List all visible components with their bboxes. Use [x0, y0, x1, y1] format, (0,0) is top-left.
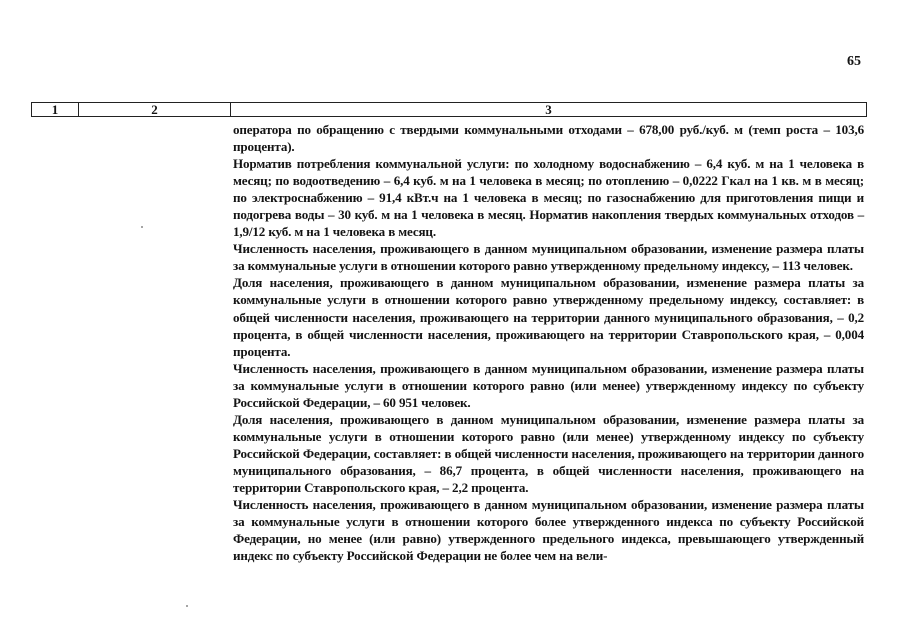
paragraph-population-above-index: Численность населения, проживающего в данном муниципальном образовании, изменение размера платы за коммунальные услуги в отношении которого более утвержденного индекса по субъекту Российской Федерации, но менее (или равно) утвержденного предельного индекса, превышающего утвержденный индекс по субъекту Российской Федерации не более чем на вели- [233, 497, 864, 564]
page-number: 65 [847, 54, 861, 69]
scan-speck [141, 226, 143, 228]
paragraph-share-below-index: Доля населения, проживающего в данном муниципальном образовании, изменение размера платы за коммунальные услуги в отношении которого равно (или менее) утвержденному индексу по субъекту Российской Федерации, составляет: в общей численности населения, проживающего на территории данного муниципального образования, – 86,7 процента, в общей численности населения, проживающего на территории Ставропольского края, – 2,2 процента. [233, 411, 864, 495]
header-cell-1: 1 [32, 103, 79, 116]
paragraph-consumption-norms: Норматив потребления коммунальной услуги: по холодному водоснабжению – 6,4 куб. м на 1 человека в месяц; по водоотведению – 6,4 куб. м на 1 человека в месяц; по отоплению – 0,0222 Гкал на 1 кв. м в месяц; по электроснабжению – 91,4 кВт.ч на 1 человека в месяц; по газоснабжению для приготовления пищи и подогрева воды – 30 куб. м на 1 человека в месяц. Норматив накопления твердых коммунальных отходов – 1,9/12 куб. м на 1 человека в месяц. [233, 156, 864, 240]
paragraph-operator-tariff: оператора по обращению с твердыми коммунальными отходами – 678,00 руб./куб. м (темп роста – 103,6 процента). [233, 122, 864, 155]
header-cell-2: 2 [79, 103, 231, 116]
paragraph-population-equal-limit: Численность населения, проживающего в данном муниципальном образовании, изменение размера платы за коммунальные услуги в отношении которого равно утвержденному предельному индексу, – 113 человек. [233, 241, 864, 274]
header-cell-3: 3 [545, 102, 552, 117]
table-header-row [31, 102, 867, 117]
paragraph-population-below-index: Численность населения, проживающего в данном муниципальном образовании, изменение размера платы за коммунальные услуги в отношении которого равно (или менее) утвержденному индексу по субъекту Российской Федерации, – 60 951 человек. [233, 360, 864, 410]
scan-speck [186, 605, 188, 607]
document-body [233, 121, 864, 564]
paragraph-share-equal-limit: Доля населения, проживающего в данном муниципальном образовании, изменение размера платы за коммунальные услуги в отношении которого равно утвержденному предельному индексу, составляет: в общей численности населения, проживающего на территории данного муниципального образования, – 0,2 процента, в общей численности населения, проживающего на территории Ставропольского края, – 0,004 процента. [233, 275, 864, 359]
